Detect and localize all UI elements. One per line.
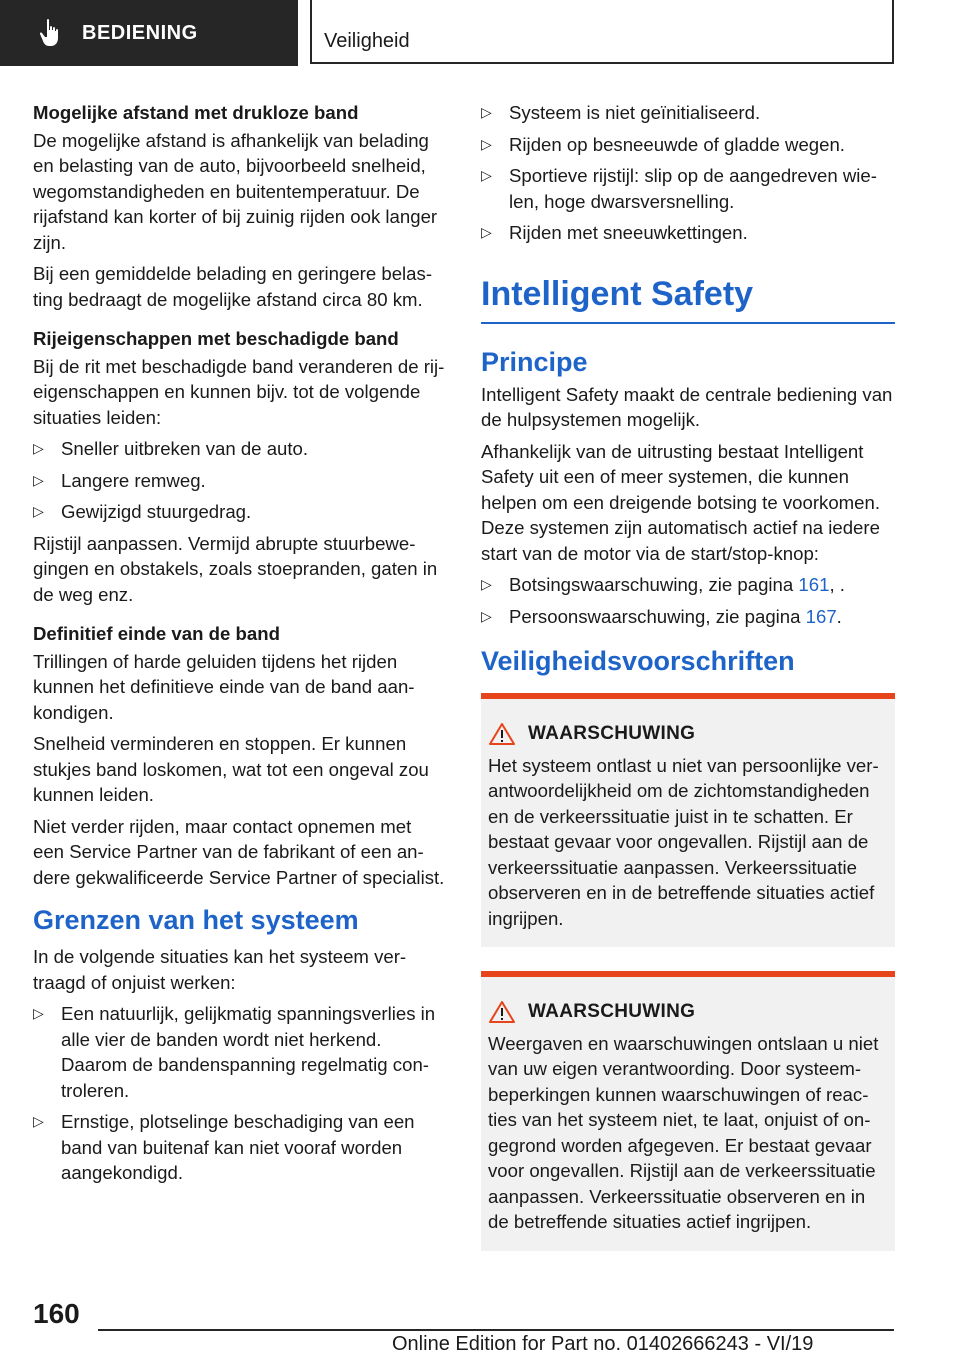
subheading: Rijeigenschappen met beschadigde band [33,328,399,349]
warning-text: Weergaven en waarschuwingen ontslaan u niet van uw eigen verantwoording. Door systeembeperkingen kunnen waarschuwingen of reacties van het systeem niet, te laat, onjuist of ongegrond worden afgegeven. Er bestaat gevaar voor ongevallen. Rijstijl aan de verkeerssituatie aanpassen. Verkeerssituatie observeren en in de betreffende situaties actief ingrijpen. [488,1032,879,1232]
paragraph: Niet verder rijden, maar contact opnemen met een Service Partner van de fabrikant of een andere gekwalificeerde Service Partner of specialist. [33,815,445,888]
warning-triangle-icon [488,1000,516,1024]
left-column [33,100,447,1192]
paragraph: Bij een gemiddelde belading en geringere belasting bedraagt de mogelijke afstand circa 80 km. [33,263,433,310]
section-title: BEDIENING [82,21,198,44]
list-item: ▷ Botsingswaarschuwing, zie pagina 161, . [481,572,895,598]
triangle-bullet-icon: ▷ [33,503,44,519]
hand-pointer-icon [38,18,64,48]
page-link[interactable]: 161 [798,574,830,595]
section-distance [33,100,447,312]
list-item: ▷ Langere remweg. [33,468,447,494]
chapter-title: Veiligheid [324,30,410,52]
list-item: ▷ Rijden met sneeuwkettingen. [481,220,895,246]
warning-box [481,693,895,947]
paragraph: Bij de rit met beschadigde band veranderen de rij-eigenschappen en kunnen bijv. tot de volgende situaties leiden: [33,355,445,428]
triangle-bullet-icon: ▷ [33,440,44,456]
list-item: ▷ Systeem is niet geïnitialiseerd. [481,100,895,126]
heading-principle: Principe [481,346,588,377]
triangle-bullet-icon: ▷ [481,104,492,120]
warning-box [481,971,895,1251]
warning-text: Het systeem ontlast u niet van persoonlijke verantwoordelijkheid om de zichtomstandigheden en de verkeerssituatie juist in te schatten. Er bestaat gevaar voor ongevallen. Rijstijl aan de verkeerssituatie aanpassen. Verkeerssituatie observeren en in de betreffende situaties actief ingrijpen. [488,754,879,929]
bullet-list [481,572,895,629]
triangle-bullet-icon: ▷ [481,224,492,240]
paragraph: Rijstijl aanpassen. Vermijd abrupte stuurbewegingen en obstakels, zoals stoepranden, gaten in de weg enz. [33,532,438,605]
chapter-header [310,0,894,64]
list-item: ▷ Een natuurlijk, gelijkmatig spanningsverlies in alle vier de banden wordt niet herkend. Daarom de bandenspanning regelmatig controleren. [33,1003,436,1101]
subheading: Mogelijke afstand met drukloze band [33,102,359,123]
edition-note: Online Edition for Part no. 01402666243 - VI/19 [392,1333,814,1355]
page-number: 160 [33,1298,80,1329]
warning-title [488,999,885,1025]
heading-safety-instructions: Veiligheidsvoorschriften [481,646,795,676]
list-item: ▷ Sneller uitbreken van de auto. [33,436,447,462]
list-item: ▷ Ernstige, plotselinge beschadiging van een band van buitenaf kan niet vooraf worden aangekondigd. [33,1111,415,1183]
warning-label: WAARSCHUWING [528,723,696,744]
paragraph: De mogelijke afstand is afhankelijk van belading en belasting van de auto, bijvoorbeeld snelheid, wegomstandigheden en buitentemperatuur. De rijafstand kan korter of bij zuinig rijden ook langer zijn. [33,129,438,253]
heading-intelligent-safety: Intelligent Safety [481,274,895,324]
triangle-bullet-icon: ▷ [481,135,492,152]
section-handling [33,326,447,607]
bullet-list [481,100,895,246]
triangle-bullet-icon: ▷ [33,1113,44,1129]
warning-triangle-icon [488,722,516,746]
triangle-bullet-icon: ▷ [33,471,44,488]
triangle-bullet-icon: ▷ [481,607,492,624]
section-tyre-end [33,621,447,890]
paragraph: Snelheid verminderen en stoppen. Er kunnen stukjes band loskomen, wat tot een ongeval zou kunnen leiden. [33,733,429,805]
list-item: ▷ Rijden op besneeuwde of gladde wegen. [481,132,895,158]
bullet-list [33,1001,447,1186]
section-tab [0,0,298,66]
triangle-bullet-icon: ▷ [33,1005,44,1021]
list-item: ▷ Sportieve rijstijl: slip op de aangedreven wielen, hoge dwarsversnelling. [481,165,877,212]
page-link[interactable]: 167 [805,605,837,627]
warning-title [488,721,885,747]
paragraph: In de volgende situaties kan het systeem vertraagd of onjuist werken: [33,946,407,993]
triangle-bullet-icon: ▷ [481,576,492,592]
paragraph: Afhankelijk van de uitrusting bestaat Intelligent Safety uit een of meer systemen, die kunnen helpen om een dreigende botsing te voorkomen. Deze systemen zijn automatisch actief na iedere start van de motor via de start/stop-knop: [481,440,881,564]
paragraph: Trillingen of harde geluiden tijdens het rijden kunnen het definitieve einde van de band aankondigen. [33,650,415,723]
right-column [481,100,895,1275]
list-item: ▷ Persoonswaarschuwing, zie pagina 167. [481,604,895,630]
heading-system-limits: Grenzen van het systeem [33,905,359,935]
list-item: ▷ Gewijzigd stuurgedrag. [33,499,447,525]
footer-divider [98,1329,894,1331]
paragraph: Intelligent Safety maakt de centrale bediening van de hulpsystemen mogelijk. [481,383,893,430]
subheading: Definitief einde van de band [33,623,280,644]
warning-label: WAARSCHUWING [528,1001,696,1022]
triangle-bullet-icon: ▷ [481,167,492,183]
bullet-list [33,436,447,525]
